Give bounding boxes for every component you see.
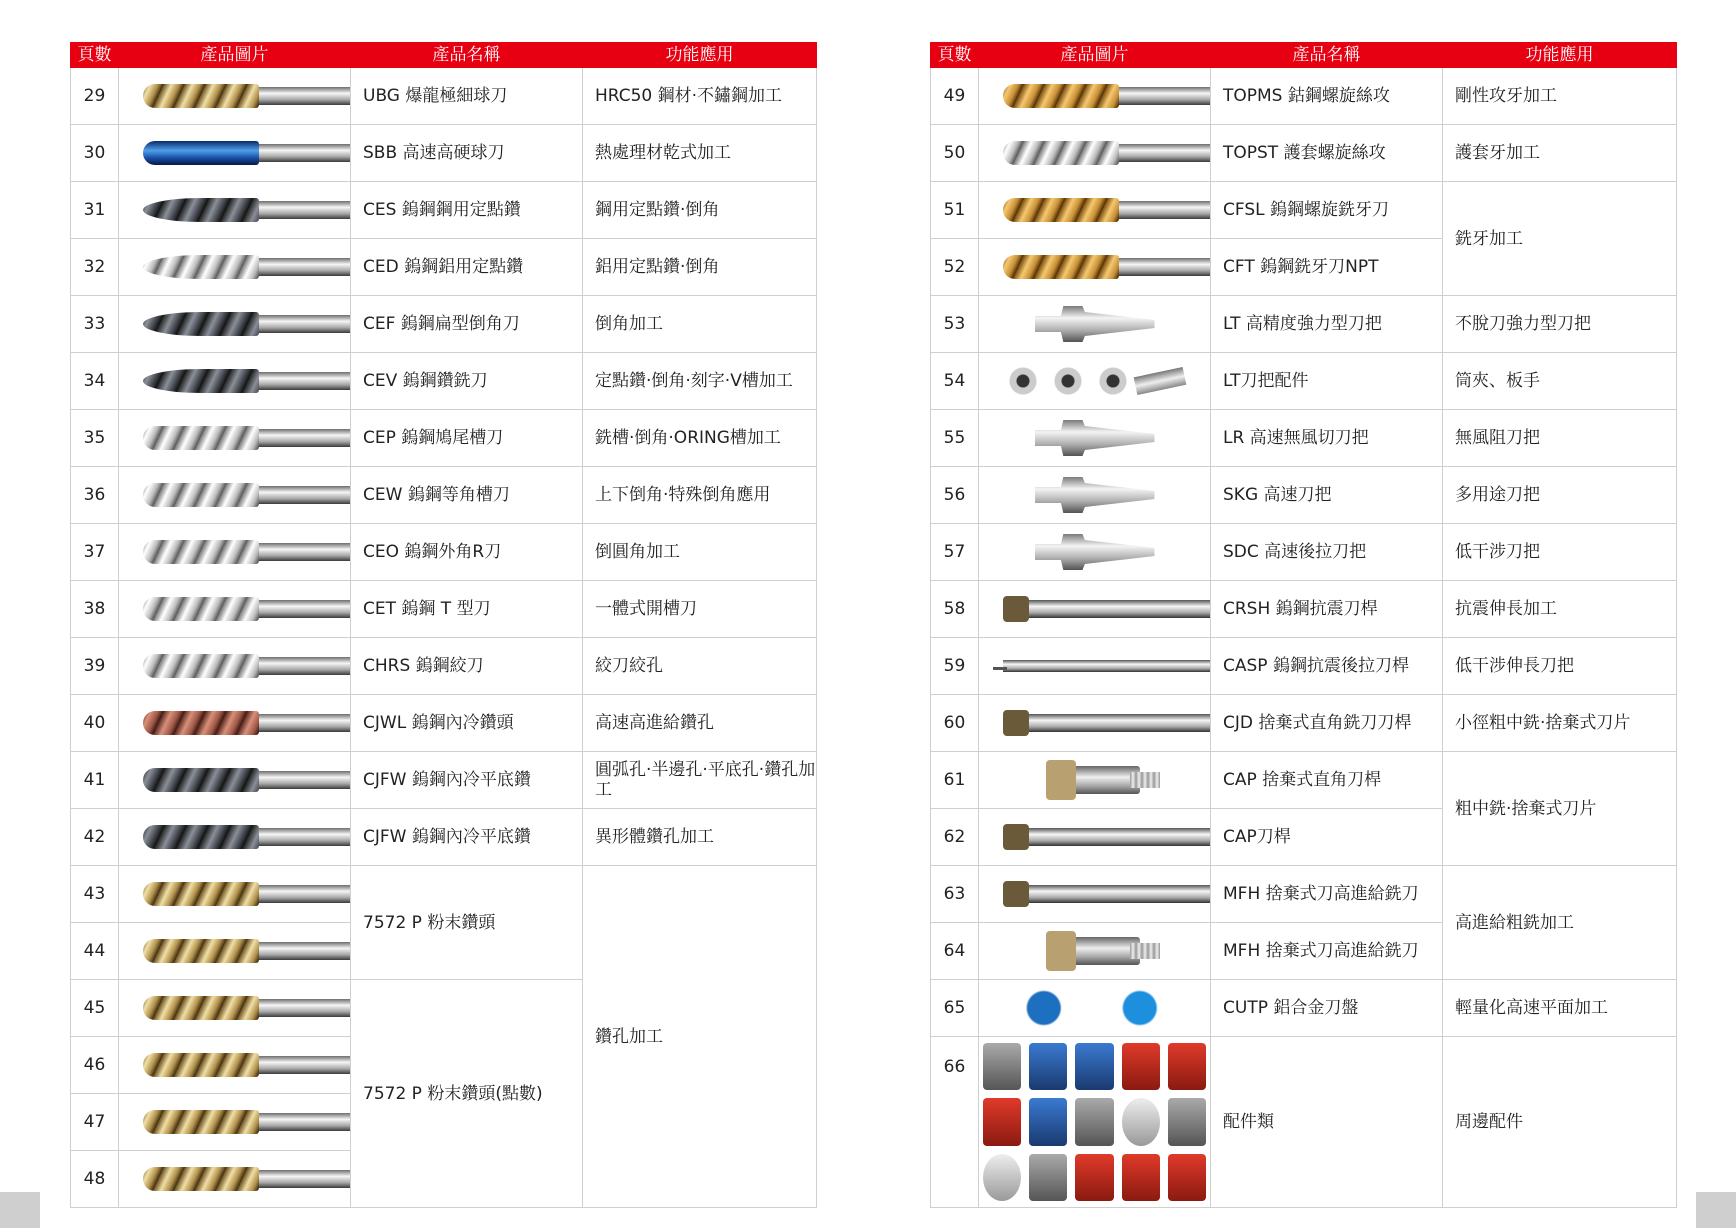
tool-flute [143, 426, 259, 450]
product-function: 不脫刀強力型刀把 [1443, 296, 1677, 353]
table-body [931, 68, 1677, 1208]
product-image [119, 182, 351, 239]
product-name: CEO 鎢鋼外角R刀 [351, 524, 583, 581]
table-row [931, 296, 1677, 353]
product-name: CJD 捨棄式直角銑刀刀桿 [1211, 695, 1443, 752]
product-image [119, 524, 351, 581]
page-number: 44 [71, 923, 119, 980]
flat-drill-icon [143, 825, 350, 849]
product-table-right [930, 42, 1677, 1208]
dovetail-cutter-icon [143, 426, 350, 450]
boring-bar-icon [1003, 600, 1210, 618]
product-function: 銑槽‧倒角‧ORING槽加工 [583, 410, 817, 467]
table-header-row [931, 43, 1677, 68]
spot-drill-icon [143, 255, 350, 279]
product-image [119, 752, 351, 809]
tool-flute [143, 597, 259, 621]
tool-flute [143, 483, 259, 507]
page-number: 32 [71, 239, 119, 296]
table-row [931, 581, 1677, 638]
tool-shank [255, 258, 350, 276]
product-image [979, 239, 1211, 296]
product-image [979, 524, 1211, 581]
spiral-tap-icon [1003, 84, 1210, 108]
product-image [979, 296, 1211, 353]
product-name: 7572 P 粉末鑽頭 [351, 866, 583, 980]
drill-icon [143, 882, 350, 906]
table-row [71, 410, 817, 467]
product-name: 7572 P 粉末鑽頭(點數) [351, 980, 583, 1208]
product-image [119, 125, 351, 182]
tool-flute [143, 825, 259, 849]
tool-flute [143, 198, 259, 222]
product-name: LT刀把配件 [1211, 353, 1443, 410]
product-image [979, 1037, 1211, 1208]
product-image [119, 410, 351, 467]
product-name: MFH 捨棄式刀高進給銑刀 [1211, 923, 1443, 980]
tool-shank [1115, 144, 1210, 162]
page-edge-tab-left [0, 1192, 40, 1228]
product-function: 倒圓角加工 [583, 524, 817, 581]
page-number: 64 [931, 923, 979, 980]
product-function: 抗震伸長加工 [1443, 581, 1677, 638]
product-name: CJFW 鎢鋼內冷平底鑽 [351, 752, 583, 809]
product-image [979, 410, 1211, 467]
product-function: 高速高進給鑽孔 [583, 695, 817, 752]
page-number: 60 [931, 695, 979, 752]
product-image [979, 125, 1211, 182]
accessory-item [1168, 1098, 1206, 1145]
tool-shank [255, 201, 350, 219]
page-number: 48 [71, 1151, 119, 1208]
table-row [71, 353, 817, 410]
drill-icon [143, 711, 350, 735]
accessory-item [1122, 1098, 1160, 1145]
product-function: 周邊配件 [1443, 1037, 1677, 1208]
tool-shank [255, 999, 350, 1017]
product-function: 鋁用定點鑽‧倒角 [583, 239, 817, 296]
tool-flute [143, 711, 259, 735]
page-number: 30 [71, 125, 119, 182]
accessory-item [1029, 1043, 1067, 1090]
product-function: 小徑粗中銑‧捨棄式刀片 [1443, 695, 1677, 752]
product-name: SKG 高速刀把 [1211, 467, 1443, 524]
accessory-item [1075, 1154, 1113, 1201]
tool-holder-icon [1035, 475, 1155, 515]
tool-flute [143, 882, 259, 906]
page-number: 47 [71, 1094, 119, 1151]
tool-shank [255, 144, 350, 162]
table-row [931, 125, 1677, 182]
table-row [71, 239, 817, 296]
product-name: CASP 鎢鋼抗震後拉刀桿 [1211, 638, 1443, 695]
tool-holder-icon [1035, 304, 1155, 344]
product-function: 鑽孔加工 [583, 866, 817, 1208]
product-name: LR 高速無風切刀把 [1211, 410, 1443, 467]
thread-mill-icon [1003, 255, 1210, 279]
drill-mill-icon [143, 369, 350, 393]
table-row [71, 638, 817, 695]
product-function: 異形體鑽孔加工 [583, 809, 817, 866]
ball-end-mill-icon [143, 84, 350, 108]
tool-flute [143, 540, 259, 564]
product-function: 定點鑽‧倒角‧刻字‧V槽加工 [583, 353, 817, 410]
product-image [979, 638, 1211, 695]
table-row [931, 638, 1677, 695]
tool-flute [143, 312, 259, 336]
product-function: 輕量化高速平面加工 [1443, 980, 1677, 1037]
product-image [119, 866, 351, 923]
product-image [979, 353, 1211, 410]
page-number: 46 [71, 1037, 119, 1094]
header-image: 產品圖片 [119, 43, 351, 68]
boring-bar-icon [1003, 660, 1210, 672]
corner-rounding-icon [143, 540, 350, 564]
drill-icon [143, 939, 350, 963]
page-number: 45 [71, 980, 119, 1037]
tool-flute [143, 1110, 259, 1134]
accessory-item [1075, 1043, 1113, 1090]
header-name: 產品名稱 [1211, 43, 1443, 68]
product-name: SDC 高速後拉刀把 [1211, 524, 1443, 581]
product-function: 低干涉伸長刀把 [1443, 638, 1677, 695]
table-row [71, 467, 817, 524]
page-number: 66 [931, 1037, 979, 1208]
table-row [71, 182, 817, 239]
page-number: 57 [931, 524, 979, 581]
product-image [119, 809, 351, 866]
accessory-item [983, 1098, 1021, 1145]
table-row [931, 524, 1677, 581]
tool-shank [255, 87, 350, 105]
accessories-icon [983, 1043, 1206, 1201]
product-function: 多用途刀把 [1443, 467, 1677, 524]
tool-flute [143, 141, 259, 165]
page-number: 50 [931, 125, 979, 182]
product-function: 絞刀絞孔 [583, 638, 817, 695]
page-number: 52 [931, 239, 979, 296]
table-row [71, 695, 817, 752]
angle-cutter-icon [143, 483, 350, 507]
header-page: 頁數 [71, 43, 119, 68]
spiral-tap-icon [1003, 141, 1210, 165]
product-image [119, 1037, 351, 1094]
product-function: 圓弧孔‧半邊孔‧平底孔‧鑽孔加工 [583, 752, 817, 809]
table-row [71, 68, 817, 125]
product-function: 剛性攻牙加工 [1443, 68, 1677, 125]
table-row [71, 125, 817, 182]
table-row [931, 68, 1677, 125]
tool-flute [1003, 255, 1119, 279]
product-table-left [70, 42, 817, 1208]
tool-head [993, 667, 1007, 670]
drill-icon [143, 1110, 350, 1134]
table-row [931, 866, 1677, 923]
tool-flute [1003, 198, 1119, 222]
page-edge-tab-right [1696, 1192, 1736, 1228]
page-number: 62 [931, 809, 979, 866]
product-name: CEP 鎢鋼鳩尾槽刀 [351, 410, 583, 467]
product-function: 高進給粗銑加工 [1443, 866, 1677, 980]
accessory-item [1029, 1154, 1067, 1201]
page-number: 38 [71, 581, 119, 638]
collet-parts-icon [1005, 366, 1185, 396]
product-image [119, 1094, 351, 1151]
product-name: MFH 捨棄式刀高進給銑刀 [1211, 866, 1443, 923]
tool-shank [1115, 87, 1210, 105]
product-function: 筒夾、板手 [1443, 353, 1677, 410]
tool-head [1003, 596, 1029, 622]
indexable-head-icon [1050, 766, 1140, 794]
page-number: 59 [931, 638, 979, 695]
spot-drill-icon [143, 198, 350, 222]
table-row [71, 296, 817, 353]
product-function: 上下倒角‧特殊倒角應用 [583, 467, 817, 524]
table-row [931, 752, 1677, 809]
drill-icon [143, 1053, 350, 1077]
tool-shank [1115, 201, 1210, 219]
product-name: 配件類 [1211, 1037, 1443, 1208]
product-image [119, 353, 351, 410]
product-name: CES 鎢鋼鋼用定點鑽 [351, 182, 583, 239]
tool-shank [255, 885, 350, 903]
page-number: 55 [931, 410, 979, 467]
product-name: CFSL 鎢鋼螺旋銑牙刀 [1211, 182, 1443, 239]
table-row [71, 752, 817, 809]
page-number: 35 [71, 410, 119, 467]
tool-holder-icon [1035, 532, 1155, 572]
page-number: 39 [71, 638, 119, 695]
table-row [71, 809, 817, 866]
tool-head [1003, 881, 1029, 907]
product-image [119, 68, 351, 125]
page-number: 56 [931, 467, 979, 524]
product-image [979, 182, 1211, 239]
product-image [119, 467, 351, 524]
page-number: 63 [931, 866, 979, 923]
indexable-mill-icon [1003, 828, 1210, 846]
product-image [119, 638, 351, 695]
tool-shank [255, 1170, 350, 1188]
page-number: 42 [71, 809, 119, 866]
table-row [931, 980, 1677, 1037]
product-function: 一體式開槽刀 [583, 581, 817, 638]
table-row [71, 581, 817, 638]
accessory-item [1122, 1154, 1160, 1201]
tool-flute [1003, 84, 1119, 108]
header-function: 功能應用 [583, 43, 817, 68]
product-function: HRC50 鋼材‧不鏽鋼加工 [583, 68, 817, 125]
page-number: 41 [71, 752, 119, 809]
product-image [979, 581, 1211, 638]
indexable-head-icon [1050, 937, 1140, 965]
table-row [931, 410, 1677, 467]
product-image [979, 923, 1211, 980]
tool-shank [255, 771, 350, 789]
tool-head [1003, 824, 1029, 850]
page-number: 51 [931, 182, 979, 239]
tool-shank [255, 828, 350, 846]
product-name: CJFW 鎢鋼內冷平底鑽 [351, 809, 583, 866]
flat-drill-icon [143, 768, 350, 792]
product-function: 銑牙加工 [1443, 182, 1677, 296]
page-number: 29 [71, 68, 119, 125]
product-name: CHRS 鎢鋼絞刀 [351, 638, 583, 695]
tool-flute [1003, 141, 1119, 165]
ball-end-mill-icon [143, 141, 350, 165]
product-image [979, 68, 1211, 125]
product-image [979, 809, 1211, 866]
product-name: CEF 鎢鋼扁型倒角刀 [351, 296, 583, 353]
tool-shank [255, 714, 350, 732]
accessory-item [1029, 1098, 1067, 1145]
tool-shank [255, 1113, 350, 1131]
tool-flute [143, 654, 259, 678]
product-name: TOPST 護套螺旋絲攻 [1211, 125, 1443, 182]
product-name: CET 鎢鋼 T 型刀 [351, 581, 583, 638]
page-number: 65 [931, 980, 979, 1037]
header-page: 頁數 [931, 43, 979, 68]
page-number: 58 [931, 581, 979, 638]
product-image [979, 866, 1211, 923]
accessory-item [1122, 1043, 1160, 1090]
page-number: 33 [71, 296, 119, 353]
product-name: LT 高精度強力型刀把 [1211, 296, 1443, 353]
page-number: 40 [71, 695, 119, 752]
product-image [119, 980, 351, 1037]
accessory-item [983, 1043, 1021, 1090]
chamfer-mill-icon [143, 312, 350, 336]
product-image [119, 1151, 351, 1208]
product-image [979, 752, 1211, 809]
tool-shank [255, 1056, 350, 1074]
product-image [979, 980, 1211, 1037]
tool-head [1003, 710, 1029, 736]
product-image [119, 923, 351, 980]
accessory-item [1075, 1098, 1113, 1145]
product-name: CED 鎢鋼鋁用定點鑽 [351, 239, 583, 296]
header-function: 功能應用 [1443, 43, 1677, 68]
table-row [71, 866, 817, 923]
page-number: 37 [71, 524, 119, 581]
product-image [119, 581, 351, 638]
product-name: TOPMS 鈷鋼螺旋絲攻 [1211, 68, 1443, 125]
table-row [931, 353, 1677, 410]
product-image [979, 695, 1211, 752]
product-name: CEV 鎢鋼鑽銑刀 [351, 353, 583, 410]
page-number: 34 [71, 353, 119, 410]
tool-flute [143, 255, 259, 279]
product-image [119, 239, 351, 296]
accessory-item [1168, 1043, 1206, 1090]
product-function: 低干涉刀把 [1443, 524, 1677, 581]
product-name: UBG 爆龍極細球刀 [351, 68, 583, 125]
page-number: 36 [71, 467, 119, 524]
product-name: CAP刀桿 [1211, 809, 1443, 866]
thread-mill-icon [1003, 198, 1210, 222]
tool-shank [255, 486, 350, 504]
table-body [71, 68, 817, 1208]
tool-shank [255, 942, 350, 960]
product-name: CJWL 鎢鋼內冷鑽頭 [351, 695, 583, 752]
product-function: 粗中銑‧捨棄式刀片 [1443, 752, 1677, 866]
tool-holder-icon [1035, 418, 1155, 458]
accessory-item [1168, 1154, 1206, 1201]
table-row [71, 524, 817, 581]
tool-flute [143, 996, 259, 1020]
page-number: 49 [931, 68, 979, 125]
table-row [931, 695, 1677, 752]
page-number: 43 [71, 866, 119, 923]
product-name: CRSH 鎢鋼抗震刀桿 [1211, 581, 1443, 638]
tool-flute [143, 768, 259, 792]
tool-shank [255, 315, 350, 333]
tool-flute [143, 1167, 259, 1191]
face-mill-cutter-icon [1015, 985, 1175, 1031]
tool-shank [255, 429, 350, 447]
t-slot-cutter-icon [143, 597, 350, 621]
reamer-icon [143, 654, 350, 678]
tool-shank [255, 600, 350, 618]
header-name: 產品名稱 [351, 43, 583, 68]
indexable-mill-icon [1003, 714, 1210, 732]
tool-shank [255, 657, 350, 675]
table-row [931, 467, 1677, 524]
tool-shank [1115, 258, 1210, 276]
product-name: CUTP 鋁合金刀盤 [1211, 980, 1443, 1037]
page-number: 54 [931, 353, 979, 410]
drill-icon [143, 1167, 350, 1191]
accessory-item [983, 1154, 1021, 1201]
product-image [119, 695, 351, 752]
product-image [979, 467, 1211, 524]
product-function: 倒角加工 [583, 296, 817, 353]
product-name: CEW 鎢鋼等角槽刀 [351, 467, 583, 524]
product-image [119, 296, 351, 353]
tool-flute [143, 84, 259, 108]
product-function: 無風阻刀把 [1443, 410, 1677, 467]
drill-icon [143, 996, 350, 1020]
product-function: 鋼用定點鑽‧倒角 [583, 182, 817, 239]
tool-shank [255, 372, 350, 390]
tool-flute [143, 939, 259, 963]
product-name: CFT 鎢鋼銑牙刀NPT [1211, 239, 1443, 296]
tool-shank [255, 543, 350, 561]
product-name: CAP 捨棄式直角刀桿 [1211, 752, 1443, 809]
table-row [931, 182, 1677, 239]
product-name: SBB 高速高硬球刀 [351, 125, 583, 182]
product-function: 護套牙加工 [1443, 125, 1677, 182]
tool-flute [143, 1053, 259, 1077]
tool-flute [143, 369, 259, 393]
table-row [931, 1037, 1677, 1208]
table-header-row [71, 43, 817, 68]
page-number: 53 [931, 296, 979, 353]
product-function: 熱處理材乾式加工 [583, 125, 817, 182]
high-feed-mill-icon [1003, 885, 1210, 903]
page-number: 61 [931, 752, 979, 809]
page-number: 31 [71, 182, 119, 239]
header-image: 產品圖片 [979, 43, 1211, 68]
